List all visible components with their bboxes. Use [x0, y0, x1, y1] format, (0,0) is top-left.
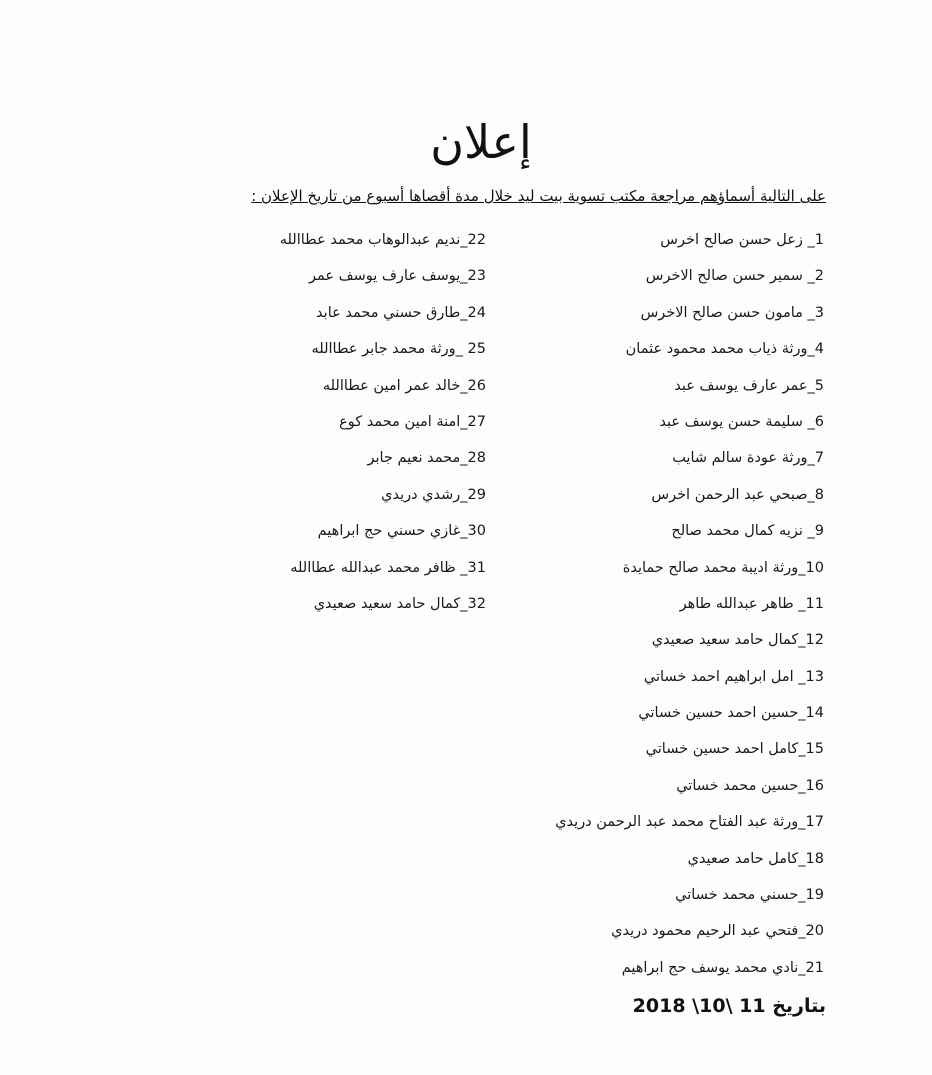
names-list-left [280, 228, 486, 628]
list-item: 19_حسني محمد خساتي [675, 887, 824, 904]
list-item: 11_ طاهر عبدالله طاهر [679, 595, 824, 612]
list-item: 20_فتحي عبد الرحيم محمود دريدي [611, 923, 824, 940]
list-item: 6_ سليمة حسن يوسف عبد [659, 413, 824, 430]
list-item: 8_صبحي عبد الرحمن اخرس [651, 486, 824, 503]
list-item: 32_كمال حامد سعيد صعيدي [313, 595, 486, 612]
list-item: 9_ نزيه كمال محمد صالح [671, 523, 824, 540]
list-item: 30_غازي حسني حج ابراهيم [317, 523, 486, 540]
names-list-right [555, 228, 824, 992]
list-item: 25 _ورثة محمد جابر عطاالله [311, 341, 486, 358]
list-item: 14_حسين احمد حسين خساتي [638, 705, 824, 722]
list-item: 27_امنة امين محمد كوع [339, 413, 486, 430]
list-item: 31_ ظافر محمد عبدالله عطاالله [290, 559, 486, 576]
list-item: 18_كامل حامد صعيدي [687, 850, 824, 867]
list-item: 12_كمال حامد سعيد صعيدي [651, 632, 824, 649]
list-item: 16_حسين محمد خساتي [676, 777, 824, 794]
list-item: 22_نديم عبدالوهاب محمد عطاالله [279, 232, 486, 248]
list-item: 17_ورثة عبد الفتاح محمد عبد الرحمن دريدي [555, 814, 824, 831]
list-item: 3_ مامون حسن صالح الاخرس [640, 304, 824, 321]
list-item: 28_محمد نعيم جابر [367, 450, 486, 467]
list-item: 4_ورثة ذياب محمد محمود عثمان [625, 341, 824, 358]
list-item: 23_يوسف عارف يوسف عمر [308, 268, 486, 285]
list-item: 29_رشدي دريدي [381, 486, 486, 503]
list-item: 10_ورثة اديبة محمد صالح حمايدة [622, 559, 824, 576]
list-item: 2_ سمير حسن صالح الاخرس [645, 268, 824, 285]
list-item: 1_ زعل حسن صالح اخرس [660, 232, 824, 248]
page-title: إعلان [430, 115, 532, 169]
list-item: 7_ورثة عودة سالم شايب [672, 450, 824, 467]
list-item: 21_نادي محمد يوسف حج ابراهيم [621, 959, 824, 976]
date-line: بتاريخ 11 \10\ 2018 [632, 995, 826, 1017]
list-item: 24_طارق حسني محمد عابد [316, 304, 486, 321]
list-item: 15_كامل احمد حسين خساتي [645, 741, 824, 758]
list-item: 5_عمر عارف يوسف عبد [674, 377, 824, 394]
list-item: 13_ امل ابراهيم احمد خساتي [643, 668, 824, 685]
intro-text: على التالية أسماؤهم مراجعة مكتب تسوية بيت ليد خلال مدة أقصاها أسبوع من تاريخ الإعلان : [251, 187, 826, 205]
list-item: 26_خالد عمر امين عطاالله [322, 377, 486, 394]
